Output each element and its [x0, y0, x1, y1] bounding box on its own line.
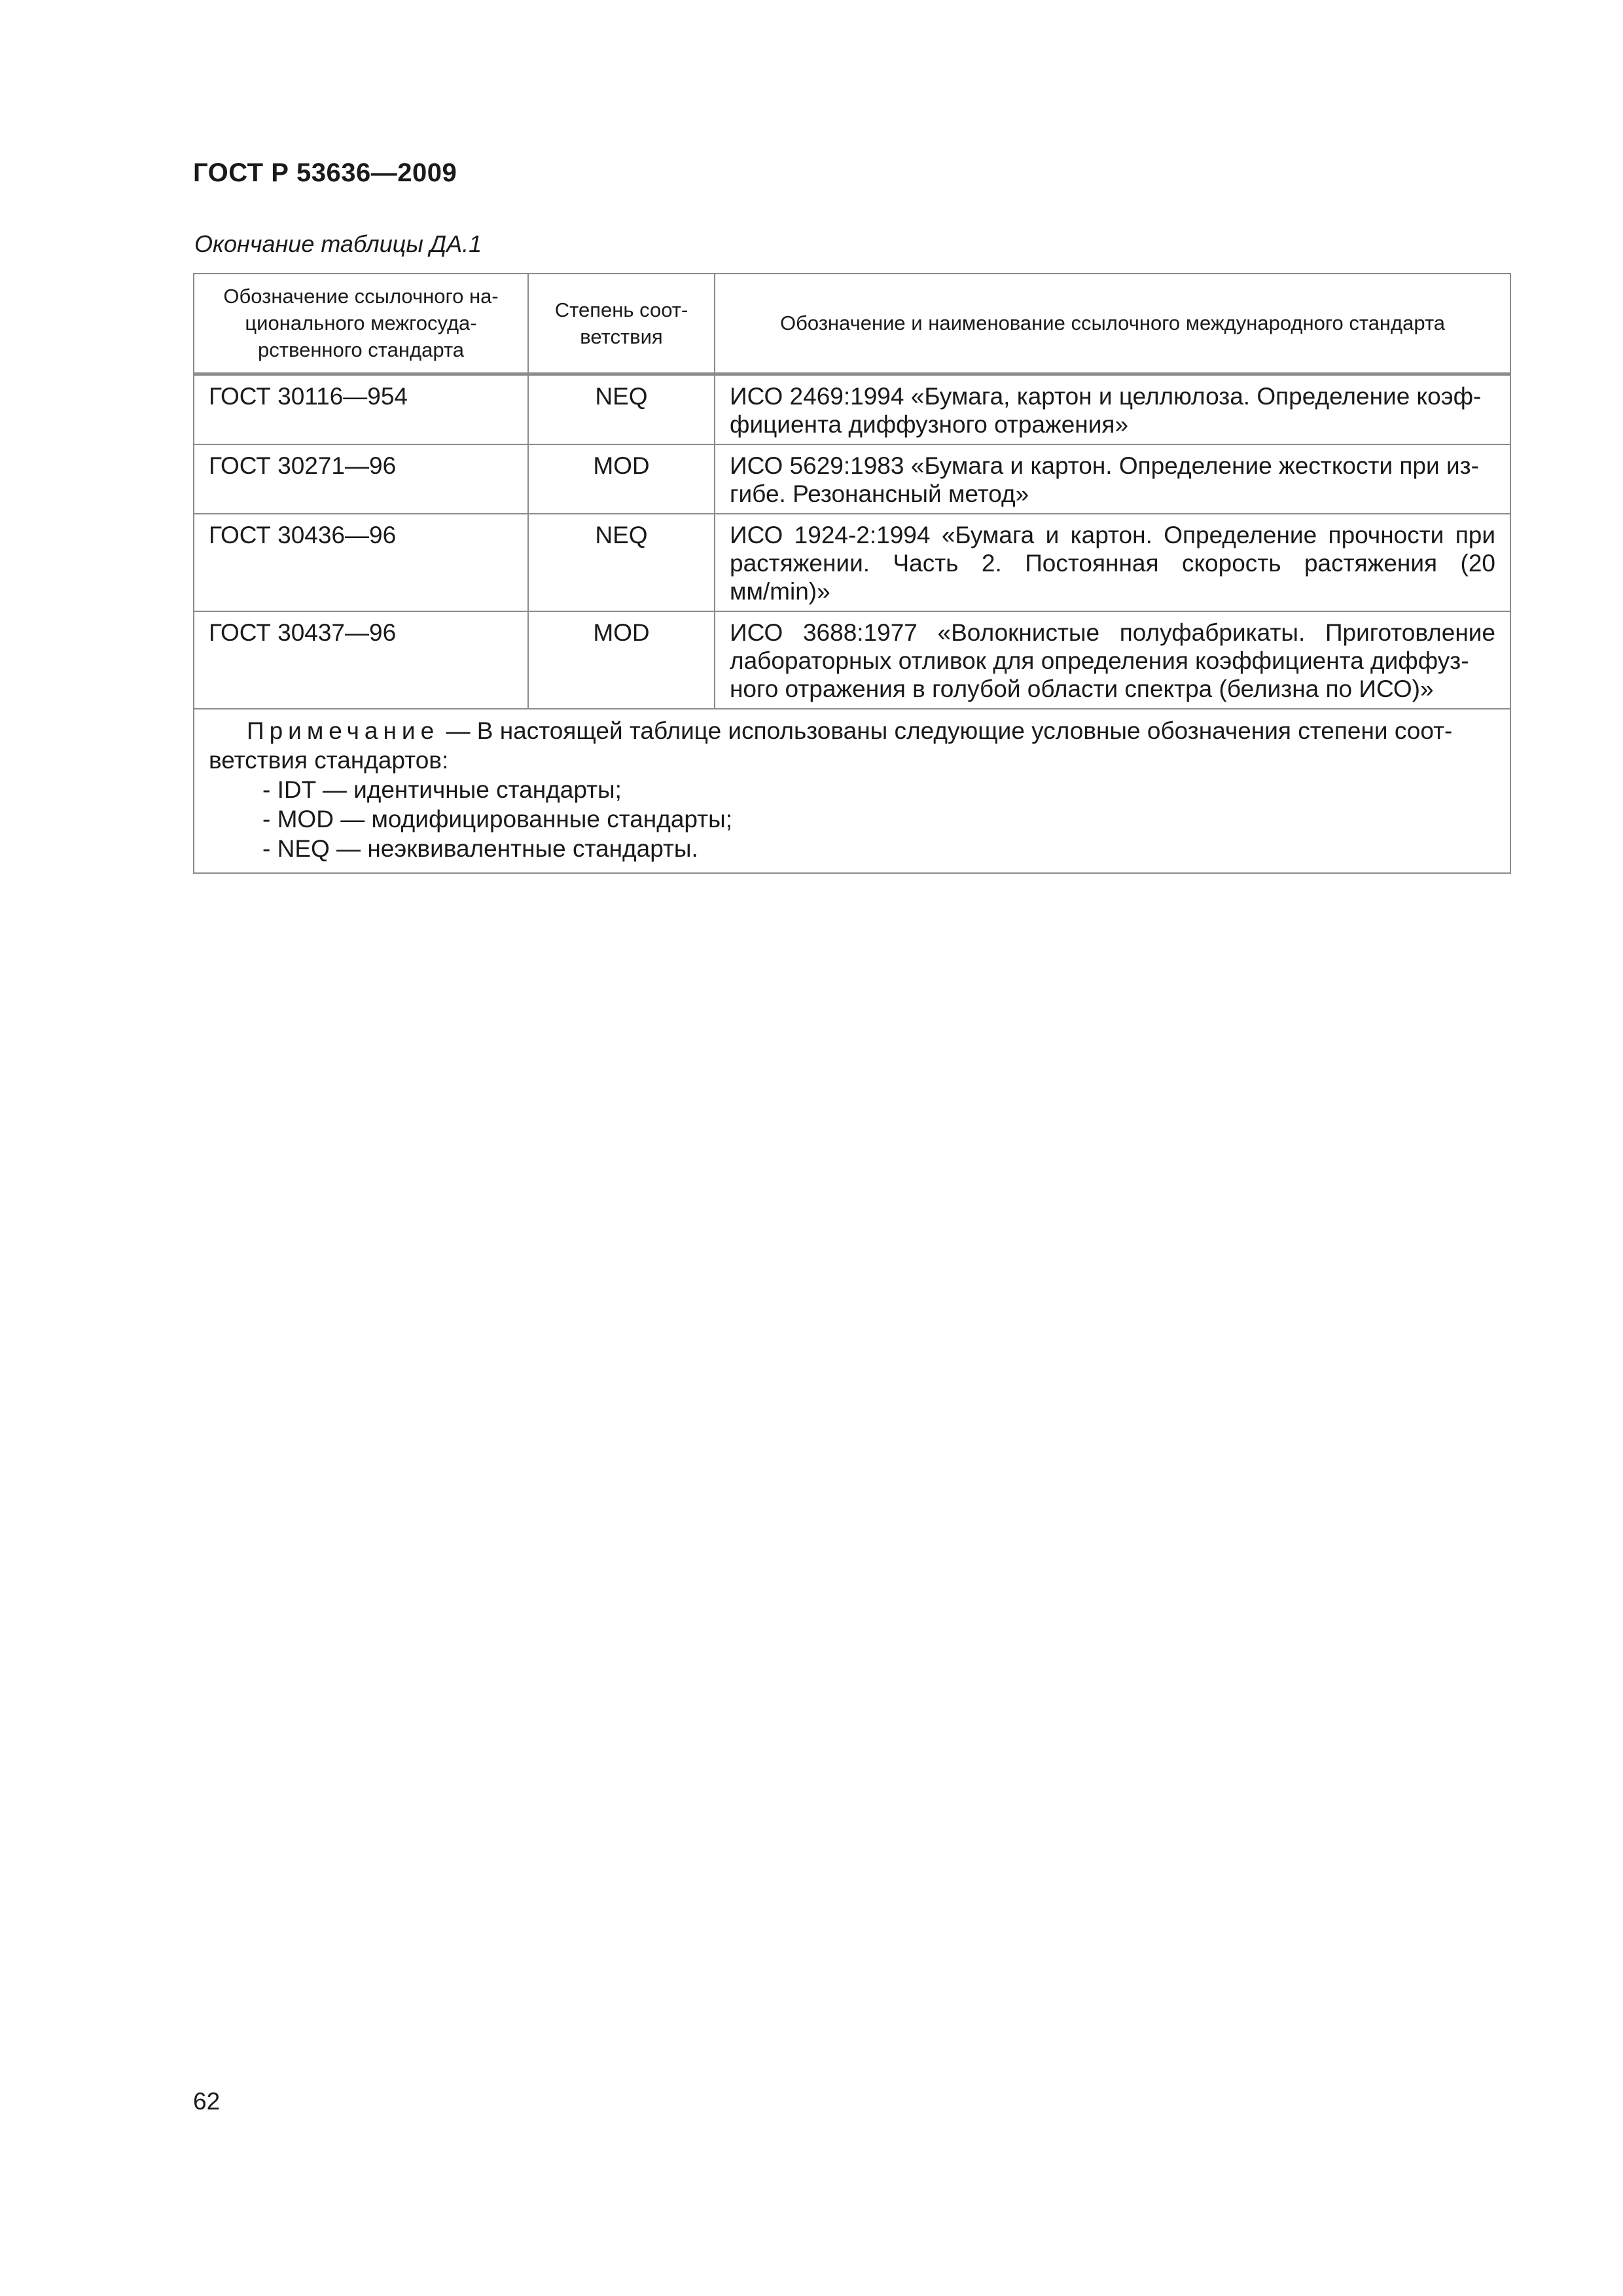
table-caption: Окончание таблицы ДА.1 — [194, 230, 482, 257]
note-item-mod: - MOD — модифицированные стандарты; — [262, 805, 732, 833]
note-text: — В настоящей таблице использованы следующие условные обозначения степени соот- ветствия стандартов: — [209, 717, 1453, 774]
note-item-idt: - IDT — идентичные стандарты; — [262, 776, 622, 803]
national-standard-code: ГОСТ 30436—96 — [194, 514, 528, 611]
degree-value: NEQ — [528, 374, 715, 444]
note-intro — [209, 716, 1495, 775]
note-label: Примечание — [247, 717, 440, 744]
degree-value: MOD — [528, 611, 715, 709]
note-item-neq: - NEQ — неэквивалентные стандарты. — [262, 834, 698, 862]
table-row — [194, 611, 1510, 709]
table-row — [194, 514, 1510, 611]
international-standard-name: ИСО 3688:1977 «Волокнистые полуфабрикаты. Приготовление лабораторных отливок для определения коэффициента диффуз- ного отражения в голубой области спектра (белизна по ИСО)» — [715, 611, 1510, 709]
header-degree-label: Степень соот- ветствия — [554, 298, 688, 348]
header-international-standard: Обозначение и наименование ссылочного международного стандарта — [715, 274, 1510, 374]
header-degree — [528, 274, 715, 374]
degree-value: NEQ — [528, 514, 715, 611]
table-row — [194, 374, 1510, 444]
international-standard-name: ИСО 5629:1983 «Бумага и картон. Определение жесткости при из- гибе. Резонансный метод» — [715, 444, 1510, 514]
document-header: ГОСТ Р 53636—2009 — [193, 158, 457, 187]
international-standard-name: ИСО 2469:1994 «Бумага, картон и целлюлоза. Определение коэф- фициента диффузного отражения» — [715, 374, 1510, 444]
national-standard-code: ГОСТ 30116—954 — [194, 374, 528, 444]
header-national-standard-label: Обозначение ссылочного на- ционального межгосуда- рственного стандарта — [223, 285, 499, 362]
page-number: 62 — [193, 2088, 221, 2115]
table-note — [194, 709, 1510, 873]
international-standard-name: ИСО 1924-2:1994 «Бумага и картон. Определение прочности при растяжении. Часть 2. Постоянная скорость растяжения (20 мм/min)» — [715, 514, 1510, 611]
table-note-row — [194, 709, 1510, 873]
header-national-standard — [194, 274, 528, 374]
degree-value: MOD — [528, 444, 715, 514]
table-row — [194, 444, 1510, 514]
national-standard-code: ГОСТ 30271—96 — [194, 444, 528, 514]
table-header-row — [194, 274, 1510, 374]
national-standard-code: ГОСТ 30437—96 — [194, 611, 528, 709]
reference-standards-table — [193, 273, 1511, 874]
